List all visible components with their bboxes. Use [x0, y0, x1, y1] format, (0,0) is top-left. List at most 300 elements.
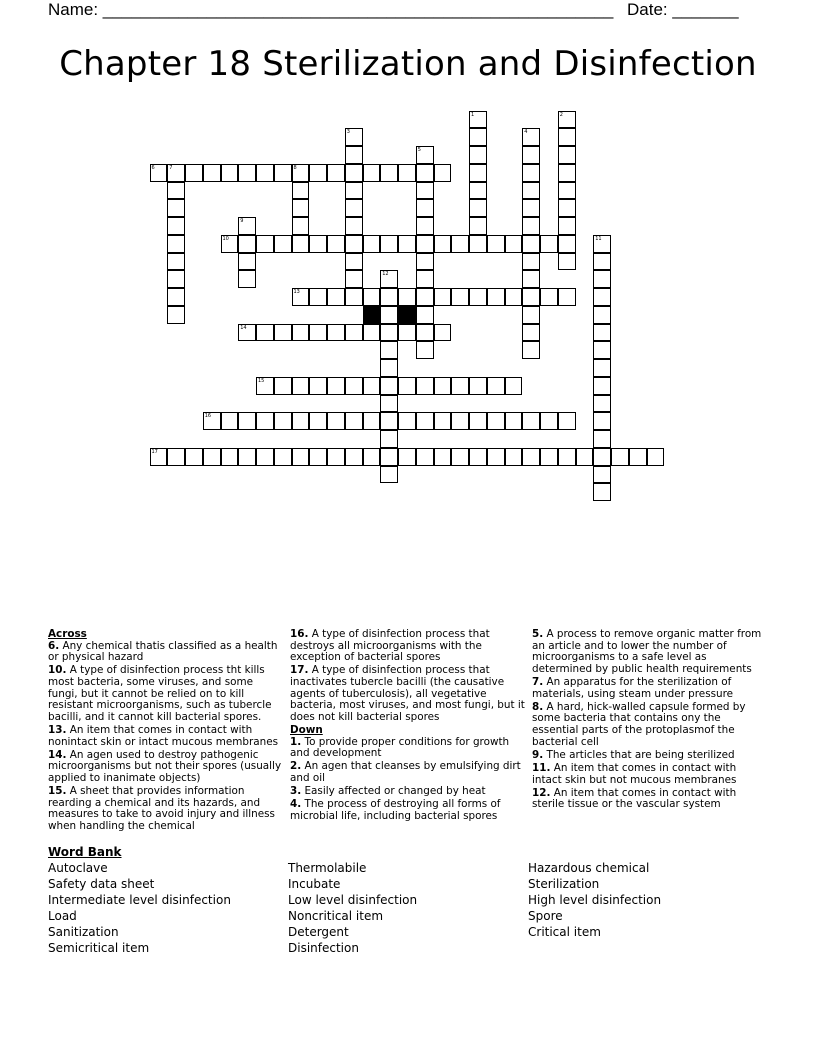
clue-number-label: 8	[293, 164, 297, 171]
word-bank-item: Load	[48, 909, 77, 923]
crossword-cell[interactable]	[363, 164, 381, 182]
crossword-cell[interactable]	[505, 412, 523, 430]
crossword-cell[interactable]	[292, 217, 310, 235]
crossword-cell[interactable]	[345, 448, 363, 466]
crossword-cell[interactable]	[558, 288, 576, 306]
crossword-cell[interactable]	[522, 235, 540, 253]
crossword-cell[interactable]	[522, 164, 540, 182]
crossword-cell[interactable]	[540, 448, 558, 466]
crossword-cell[interactable]	[629, 448, 647, 466]
crossword-cell[interactable]	[558, 235, 576, 253]
crossword-cell[interactable]	[167, 199, 185, 217]
crossword-cell[interactable]	[558, 412, 576, 430]
blocked-cell	[398, 306, 416, 324]
crossword-cell[interactable]	[185, 448, 203, 466]
crossword-cell[interactable]	[380, 466, 398, 484]
clue-number: 16.	[290, 628, 309, 640]
crossword-cell[interactable]	[380, 288, 398, 306]
crossword-cell[interactable]	[469, 412, 487, 430]
word-bank-column-1	[48, 860, 231, 956]
crossword-cell[interactable]	[256, 324, 274, 342]
crossword-cell[interactable]	[380, 359, 398, 377]
crossword-cell[interactable]	[522, 288, 540, 306]
crossword-cell[interactable]	[345, 235, 363, 253]
crossword-cell[interactable]	[398, 412, 416, 430]
clue-number: 9.	[532, 748, 544, 761]
crossword-cell[interactable]	[505, 288, 523, 306]
crossword-cell[interactable]	[221, 448, 239, 466]
clue-text: The articles that are being sterilized	[543, 748, 735, 761]
crossword-cell[interactable]	[363, 288, 381, 306]
crossword-cell[interactable]	[505, 377, 523, 395]
crossword-cell[interactable]	[327, 164, 345, 182]
crossword-cell[interactable]	[416, 288, 434, 306]
crossword-cell[interactable]	[345, 217, 363, 235]
crossword-cell[interactable]	[540, 412, 558, 430]
crossword-cell[interactable]	[593, 270, 611, 288]
crossword-cell[interactable]	[398, 164, 416, 182]
crossword-cell[interactable]	[416, 412, 434, 430]
crossword-cell[interactable]	[469, 288, 487, 306]
crossword-cell[interactable]	[292, 448, 310, 466]
crossword-cell[interactable]	[416, 341, 434, 359]
crossword-cell[interactable]	[611, 448, 629, 466]
clue-number: 6.	[48, 639, 60, 652]
crossword-cell[interactable]	[345, 412, 363, 430]
crossword-cell[interactable]	[292, 324, 310, 342]
crossword-cell[interactable]	[309, 235, 327, 253]
crossword-cell[interactable]	[469, 448, 487, 466]
clue-number: 17.	[290, 664, 309, 677]
clue-number: 4.	[290, 798, 302, 811]
crossword-cell[interactable]	[380, 306, 398, 324]
clue-item	[48, 665, 284, 723]
crossword-cell[interactable]	[238, 412, 256, 430]
crossword-cell[interactable]	[416, 448, 434, 466]
crossword-cell[interactable]	[327, 288, 345, 306]
crossword-cell[interactable]	[593, 395, 611, 413]
crossword-cell[interactable]	[327, 324, 345, 342]
crossword-cell[interactable]	[593, 288, 611, 306]
crossword-cell[interactable]	[327, 377, 345, 395]
crossword-cell[interactable]	[345, 253, 363, 271]
crossword-cell[interactable]	[167, 306, 185, 324]
clues-column-3	[532, 629, 768, 812]
clue-number: 10.	[48, 664, 67, 677]
crossword-cell[interactable]	[416, 235, 434, 253]
crossword-cell[interactable]	[238, 164, 256, 182]
crossword-cell[interactable]	[540, 288, 558, 306]
crossword-cell[interactable]	[327, 448, 345, 466]
crossword-cell[interactable]	[327, 235, 345, 253]
clue-text: Any chemical thatis classified as a health or physical hazard	[48, 639, 278, 664]
crossword-cell[interactable]	[274, 377, 292, 395]
crossword-cell[interactable]	[469, 217, 487, 235]
crossword-cell[interactable]	[167, 288, 185, 306]
word-bank-item: Noncritical item	[288, 909, 384, 923]
crossword-cell[interactable]	[274, 324, 292, 342]
word-bank-item: High level disinfection	[528, 893, 662, 907]
crossword-cell[interactable]	[487, 288, 505, 306]
crossword-cell[interactable]	[522, 412, 540, 430]
crossword-cell[interactable]	[469, 146, 487, 164]
clue-item	[48, 786, 284, 832]
word-bank-item: Detergent	[288, 925, 349, 939]
crossword-cell[interactable]	[203, 164, 221, 182]
word-bank-item: Intermediate level disinfection	[48, 893, 231, 907]
crossword-cell[interactable]	[345, 128, 363, 146]
crossword-cell[interactable]	[434, 412, 452, 430]
crossword-cell[interactable]	[292, 412, 310, 430]
crossword-cell[interactable]	[469, 235, 487, 253]
clue-text: A sheet that provides information rearding a chemical and its hazards, and measures to take to avoid injury and illness when handling the chemical	[48, 785, 275, 832]
clue-text: An apparatus for the sterilization of materials, using steam under pressure	[532, 675, 734, 700]
clue-number: 14.	[48, 748, 67, 761]
crossword-cell[interactable]	[274, 448, 292, 466]
crossword-cell[interactable]	[274, 412, 292, 430]
clue-number-label: 15	[258, 377, 265, 384]
crossword-cell[interactable]	[398, 288, 416, 306]
word-bank-item: Incubate	[288, 877, 341, 891]
clue-number-label: 10	[222, 235, 229, 242]
crossword-cell[interactable]	[292, 199, 310, 217]
clue-number-label: 7	[169, 164, 173, 171]
crossword-cell[interactable]	[345, 270, 363, 288]
crossword-cell[interactable]	[522, 324, 540, 342]
clue-number-label: 11	[595, 235, 602, 242]
crossword-cell[interactable]	[469, 182, 487, 200]
clue-number-label: 13	[293, 289, 300, 295]
crossword-cell[interactable]	[416, 253, 434, 271]
crossword-cell[interactable]	[398, 324, 416, 342]
crossword-cell[interactable]	[380, 448, 398, 466]
crossword-cell[interactable]	[345, 164, 363, 182]
clue-number: 1.	[290, 735, 302, 748]
crossword-cell[interactable]	[292, 182, 310, 200]
clue-number: 3.	[290, 785, 302, 798]
crossword-cell[interactable]	[345, 288, 363, 306]
clue-number: 2.	[290, 760, 302, 773]
clue-number-label: 12	[382, 271, 389, 278]
crossword-cell[interactable]	[167, 253, 185, 271]
clue-number: 15.	[48, 785, 67, 798]
crossword-cell[interactable]	[469, 128, 487, 146]
crossword-cell[interactable]	[558, 217, 576, 235]
crossword-cell[interactable]	[558, 164, 576, 182]
crossword-cell[interactable]	[380, 164, 398, 182]
clue-number-label: 9	[240, 218, 244, 224]
crossword-cell[interactable]	[416, 199, 434, 217]
clue-text: A type of disinfection process that inactivates tubercle bacilli (the causative agents of tuberculosis), all vegetative bacteria, most viruses, and most fungi, but it does not kill bacterial spores	[290, 664, 525, 723]
clues-column-1	[48, 629, 284, 834]
crossword-cell[interactable]	[558, 146, 576, 164]
clue-text: An item that comes in contact with sterile tissue or the vascular system	[532, 786, 737, 811]
crossword-cell[interactable]	[398, 448, 416, 466]
crossword-cell[interactable]	[451, 235, 469, 253]
word-bank-item: Hazardous chemical	[528, 861, 650, 875]
crossword-cell[interactable]	[576, 448, 594, 466]
clue-number: 5.	[532, 628, 544, 640]
crossword-cell[interactable]	[327, 412, 345, 430]
clue-text: To provide proper conditions for growth and development	[290, 735, 510, 760]
crossword-cell[interactable]	[203, 448, 221, 466]
crossword-cell[interactable]	[238, 324, 256, 342]
date-field-label: Date: _______	[627, 0, 739, 19]
crossword-cell[interactable]	[593, 483, 611, 501]
crossword-cell[interactable]	[345, 377, 363, 395]
crossword-cell[interactable]	[434, 448, 452, 466]
clue-item	[290, 629, 526, 664]
crossword-cell[interactable]	[487, 235, 505, 253]
word-bank-item: Low level disinfection	[288, 893, 418, 907]
word-bank-item: Safety data sheet	[48, 877, 155, 891]
crossword-cell[interactable]	[309, 164, 327, 182]
crossword-cell[interactable]	[469, 199, 487, 217]
crossword-cell[interactable]	[487, 412, 505, 430]
name-field-label: Name: ______________________________________________________	[48, 0, 614, 19]
crossword-cell[interactable]	[380, 395, 398, 413]
crossword-cell[interactable]	[487, 377, 505, 395]
clue-text: A process to remove organic matter from an article and to lower the number of microorganisms to a safe level as determined by public health requirements	[532, 628, 762, 675]
crossword-cell[interactable]	[434, 235, 452, 253]
clue-item	[48, 641, 284, 664]
crossword-cell[interactable]	[451, 377, 469, 395]
crossword-cell[interactable]	[256, 235, 274, 253]
clue-text: An agen that cleanses by emulsifying dirt and oil	[290, 760, 521, 784]
crossword-cell[interactable]	[221, 235, 239, 253]
crossword-cell[interactable]	[593, 359, 611, 377]
crossword-cell[interactable]	[238, 270, 256, 288]
clue-item	[290, 799, 526, 822]
clue-item	[48, 750, 284, 785]
crossword-cell[interactable]	[309, 377, 327, 395]
clue-item	[532, 702, 768, 748]
crossword-cell[interactable]	[416, 164, 434, 182]
crossword-cell[interactable]	[487, 448, 505, 466]
clue-number-label: 14	[240, 324, 247, 331]
clue-item	[290, 665, 526, 723]
crossword-cell[interactable]	[593, 412, 611, 430]
crossword-cell[interactable]	[469, 164, 487, 182]
crossword-cell[interactable]	[256, 164, 274, 182]
crossword-cell[interactable]	[505, 448, 523, 466]
crossword-cell[interactable]	[522, 448, 540, 466]
crossword-cell[interactable]	[522, 341, 540, 359]
crossword-cell[interactable]	[380, 412, 398, 430]
clue-number: 13.	[48, 723, 67, 736]
word-bank-column-3	[528, 860, 661, 940]
crossword-cell[interactable]	[505, 235, 523, 253]
crossword-cell[interactable]	[434, 377, 452, 395]
crossword-cell[interactable]	[292, 377, 310, 395]
clue-text: Easily affected or changed by heat	[301, 785, 486, 798]
clue-item	[290, 761, 526, 784]
crossword-cell[interactable]	[558, 199, 576, 217]
clue-number-label: 2	[559, 111, 563, 118]
crossword-cell[interactable]	[558, 128, 576, 146]
crossword-cell[interactable]	[593, 324, 611, 342]
crossword-cell[interactable]	[380, 430, 398, 448]
crossword-cell[interactable]	[238, 217, 256, 235]
crossword-cell[interactable]	[380, 341, 398, 359]
crossword-cell[interactable]	[416, 377, 434, 395]
word-bank-item: Semicritical item	[48, 941, 150, 955]
crossword-cell[interactable]	[451, 288, 469, 306]
crossword-cell[interactable]	[416, 217, 434, 235]
crossword-cell[interactable]	[292, 164, 310, 182]
crossword-cell[interactable]	[434, 288, 452, 306]
crossword-cell[interactable]	[451, 412, 469, 430]
crossword-cell[interactable]	[274, 164, 292, 182]
crossword-cell[interactable]	[345, 324, 363, 342]
crossword-cell[interactable]	[593, 253, 611, 271]
page-title: Chapter 18 Sterilization and Disinfection	[59, 44, 757, 84]
crossword-cell[interactable]	[238, 448, 256, 466]
crossword-cell[interactable]	[558, 448, 576, 466]
crossword-cell[interactable]	[256, 377, 274, 395]
crossword-cell[interactable]	[238, 253, 256, 271]
clue-text: A type of disinfection process that destroys all microorganisms with the exception of bacterial spores	[290, 628, 490, 664]
crossword-cell[interactable]	[309, 324, 327, 342]
crossword-grid	[0, 0, 816, 520]
crossword-cell[interactable]	[416, 270, 434, 288]
down-header: Down	[290, 723, 323, 736]
crossword-cell[interactable]	[380, 377, 398, 395]
crossword-cell[interactable]	[434, 324, 452, 342]
crossword-cell[interactable]	[593, 306, 611, 324]
crossword-cell[interactable]	[540, 235, 558, 253]
crossword-cell[interactable]	[309, 412, 327, 430]
clue-item	[290, 786, 526, 798]
clue-item	[532, 750, 768, 762]
crossword-cell[interactable]	[292, 235, 310, 253]
crossword-cell[interactable]	[434, 164, 452, 182]
crossword-cell[interactable]	[167, 235, 185, 253]
clue-text: An item that comes in contact with nonintact skin or intact mucous membranes	[48, 723, 279, 748]
crossword-cell[interactable]	[363, 235, 381, 253]
crossword-cell[interactable]	[292, 288, 310, 306]
word-bank-item: Disinfection	[288, 941, 359, 955]
crossword-cell[interactable]	[469, 377, 487, 395]
crossword-cell[interactable]	[167, 182, 185, 200]
clue-number: 7.	[532, 675, 544, 688]
crossword-cell[interactable]	[380, 270, 398, 288]
crossword-cell[interactable]	[558, 253, 576, 271]
clue-number: 8.	[532, 700, 544, 713]
crossword-cell[interactable]	[345, 146, 363, 164]
crossword-cell[interactable]	[150, 448, 168, 466]
crossword-cell[interactable]	[363, 377, 381, 395]
word-bank-item: Spore	[528, 909, 563, 923]
word-bank-item: Sterilization	[528, 877, 600, 891]
clue-number: 12.	[532, 786, 551, 799]
crossword-cell[interactable]	[522, 306, 540, 324]
crossword-cell[interactable]	[558, 182, 576, 200]
crossword-cell[interactable]	[221, 412, 239, 430]
clue-item	[532, 763, 768, 786]
crossword-cell[interactable]	[380, 324, 398, 342]
word-bank-title: Word Bank	[48, 845, 122, 859]
crossword-cell[interactable]	[167, 217, 185, 235]
crossword-cell[interactable]	[593, 430, 611, 448]
crossword-cell[interactable]	[185, 164, 203, 182]
crossword-cell[interactable]	[398, 377, 416, 395]
clue-text: A hard, hick-walled capsule formed by some bacteria that contains ony the essential parts of the protoplasmof the bacterial cell	[532, 700, 746, 748]
crossword-cell[interactable]	[593, 341, 611, 359]
clue-item	[532, 629, 768, 675]
clue-item	[290, 737, 526, 760]
clue-number-label: 6	[151, 164, 155, 171]
crossword-cell[interactable]	[345, 182, 363, 200]
clue-number-label: 4	[524, 129, 528, 136]
clue-text: An agen used to destroy pathogenic microorganisms but not their spores (usually applied to inanimate objects)	[48, 748, 282, 784]
crossword-cell[interactable]	[522, 270, 540, 288]
crossword-cell[interactable]	[309, 448, 327, 466]
crossword-cell[interactable]	[522, 146, 540, 164]
crossword-cell[interactable]	[416, 182, 434, 200]
crossword-cell[interactable]	[167, 448, 185, 466]
crossword-cell[interactable]	[150, 164, 168, 182]
word-bank-item: Critical item	[528, 925, 601, 939]
clues-column-2	[290, 629, 526, 824]
crossword-cell[interactable]	[647, 448, 665, 466]
crossword-cell[interactable]	[522, 217, 540, 235]
crossword-cell[interactable]	[221, 164, 239, 182]
crossword-cell[interactable]	[363, 448, 381, 466]
crossword-cell[interactable]	[593, 235, 611, 253]
clue-item	[532, 788, 768, 811]
crossword-cell[interactable]	[416, 306, 434, 324]
crossword-cell[interactable]	[522, 128, 540, 146]
crossword-cell[interactable]	[522, 253, 540, 271]
crossword-cell[interactable]	[363, 324, 381, 342]
crossword-cell[interactable]	[309, 288, 327, 306]
crossword-cell[interactable]	[203, 412, 221, 430]
crossword-cell[interactable]	[256, 412, 274, 430]
crossword-cell[interactable]	[363, 412, 381, 430]
clue-number: 11.	[532, 761, 551, 774]
clue-text: An item that comes in contact with intact skin but not mucous membranes	[532, 761, 737, 786]
crossword-cell[interactable]	[167, 164, 185, 182]
crossword-cell[interactable]	[416, 324, 434, 342]
word-bank-item: Thermolabile	[288, 861, 367, 875]
clue-item	[532, 677, 768, 700]
crossword-cell[interactable]	[469, 111, 487, 129]
crossword-cell[interactable]	[416, 146, 434, 164]
across-header: Across	[48, 628, 87, 640]
crossword-cell[interactable]	[593, 466, 611, 484]
crossword-cell[interactable]	[451, 448, 469, 466]
crossword-cell[interactable]	[593, 448, 611, 466]
clue-number-label: 1	[471, 111, 475, 118]
crossword-cell[interactable]	[345, 199, 363, 217]
crossword-cell[interactable]	[522, 182, 540, 200]
crossword-cell[interactable]	[256, 448, 274, 466]
crossword-cell[interactable]	[593, 377, 611, 395]
crossword-cell[interactable]	[167, 270, 185, 288]
clue-number-label: 16	[204, 413, 212, 420]
word-bank-item: Autoclave	[48, 861, 108, 875]
crossword-cell[interactable]	[238, 235, 256, 253]
clue-number-label: 5	[417, 147, 421, 153]
crossword-cell[interactable]	[380, 235, 398, 253]
crossword-cell[interactable]	[274, 235, 292, 253]
clue-number-label: 3	[346, 129, 350, 136]
crossword-cell[interactable]	[522, 199, 540, 217]
crossword-cell[interactable]	[398, 235, 416, 253]
crossword-cell[interactable]	[558, 111, 576, 129]
word-bank-column-2	[288, 860, 417, 956]
